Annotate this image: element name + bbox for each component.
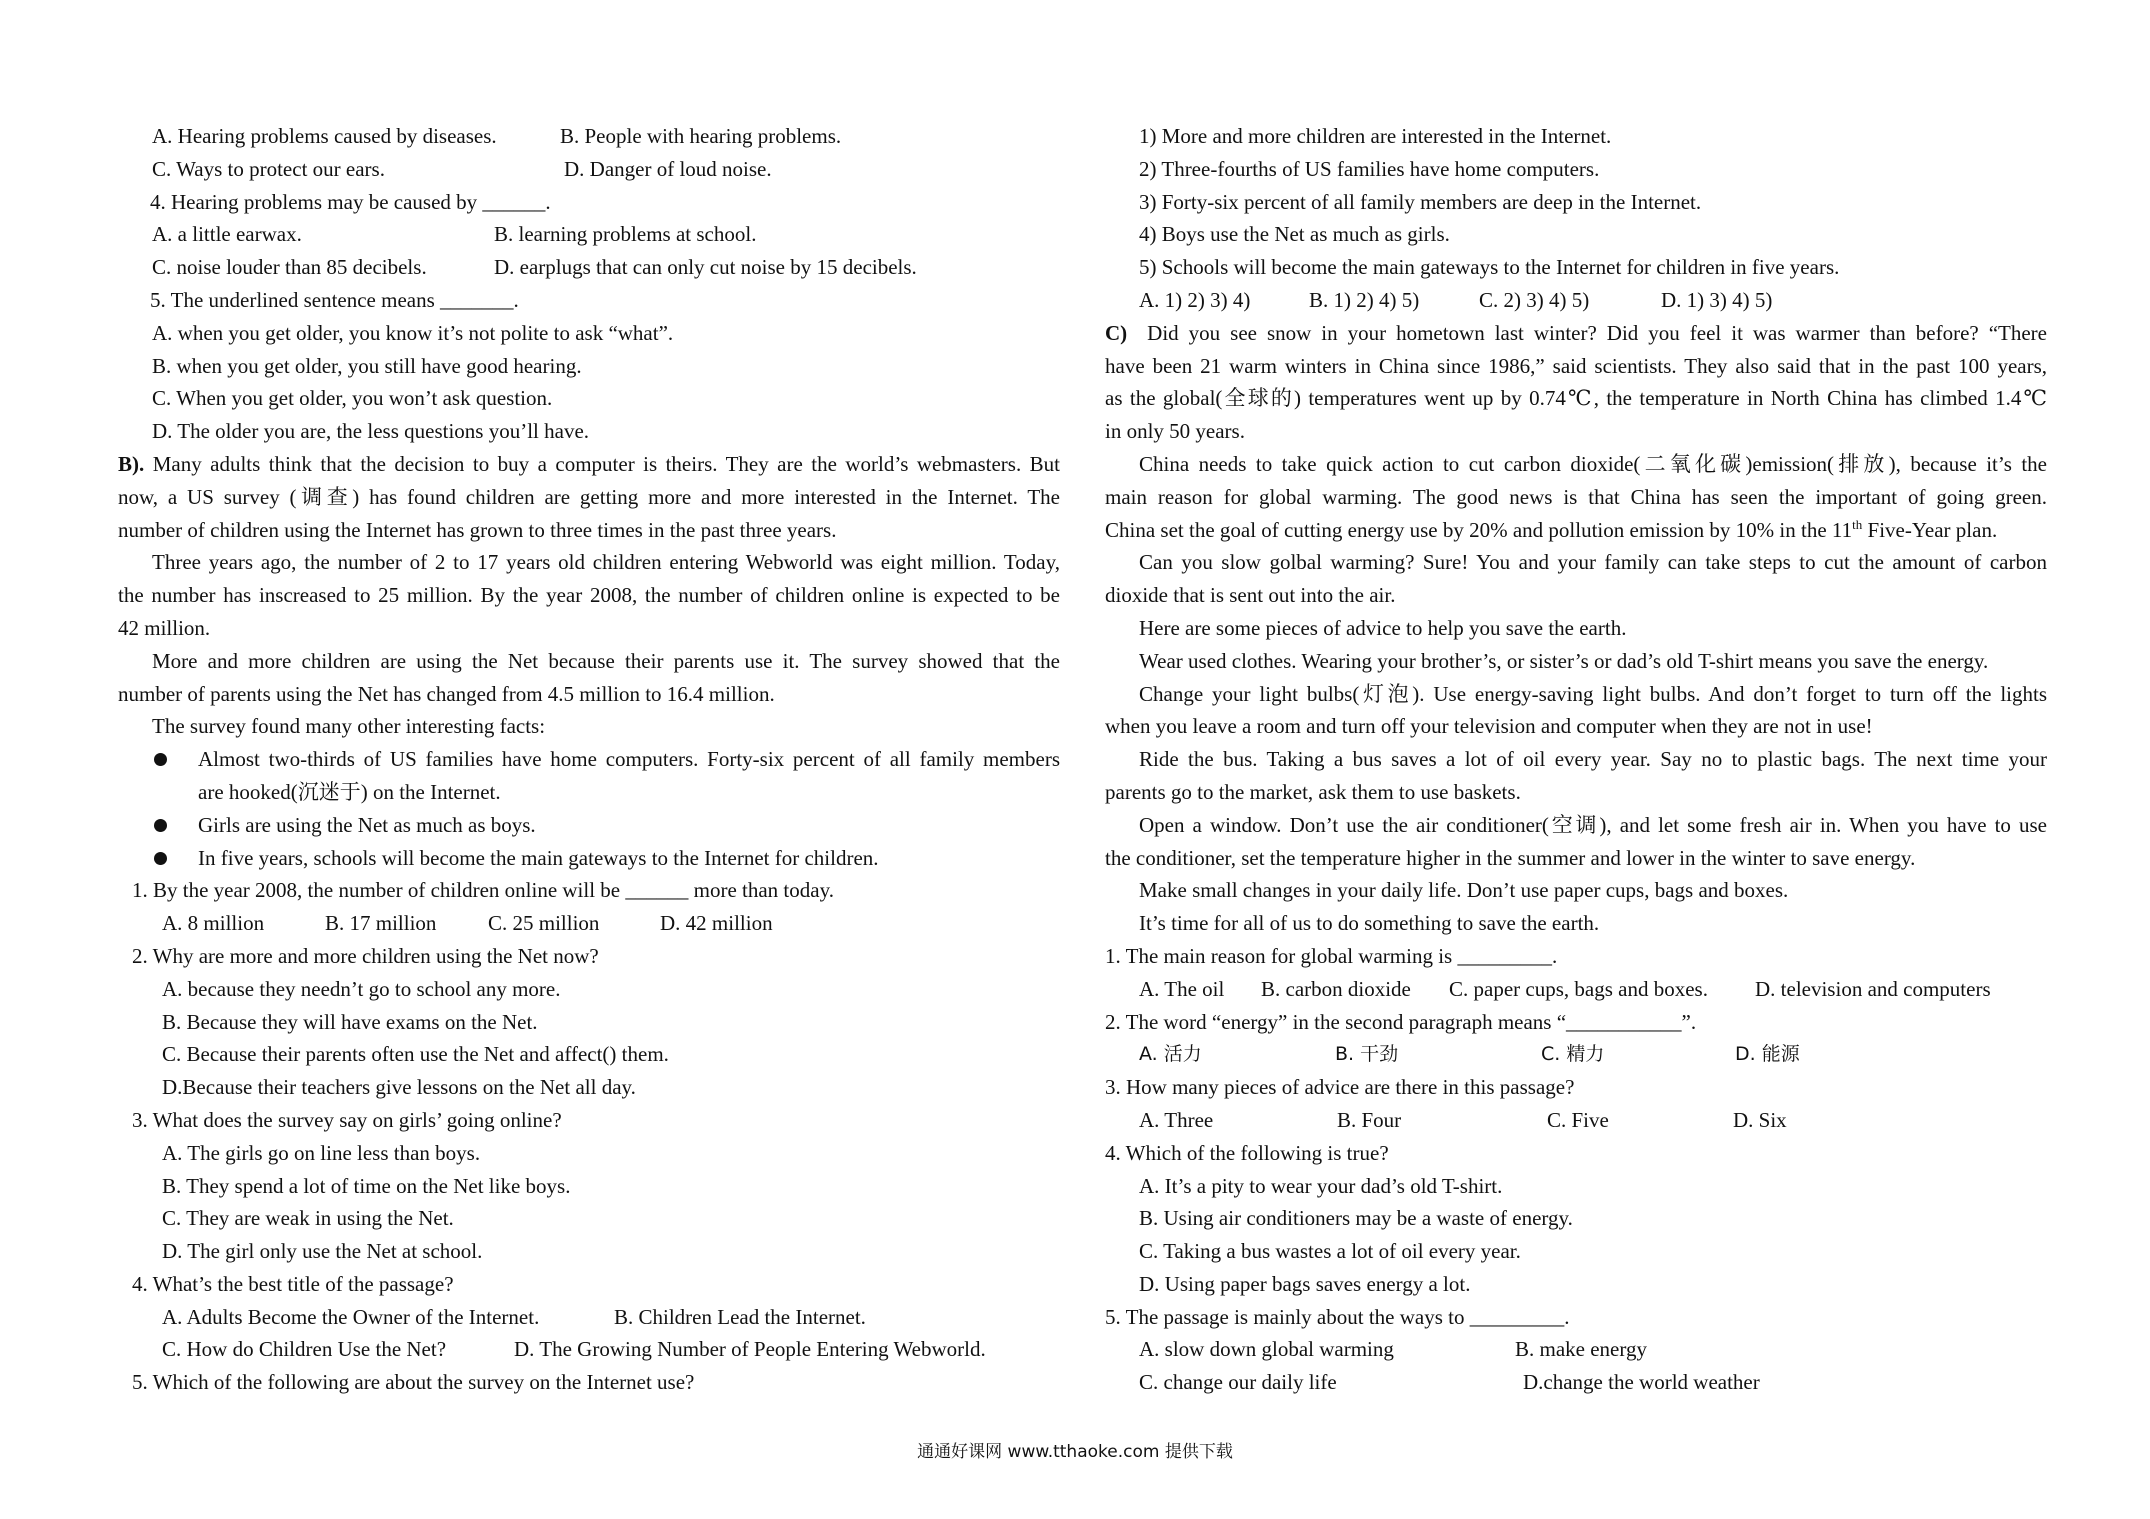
question: 2. The word “energy” in the second paragraph means “___________”. (1105, 1009, 1697, 1034)
bullet-icon (154, 753, 167, 766)
bullet-icon (154, 852, 167, 865)
q4-options-row-1 (118, 218, 1060, 251)
paragraph-line: the conditioner, set the temperature higher in the summer and lower in the winter to save energy. (1105, 845, 1916, 870)
option: C. noise louder than 85 decibels. (152, 255, 427, 280)
option: B. 1) 2) 4) 5) (1309, 287, 1420, 312)
option: A. 1) 2) 3) 4) (1139, 287, 1251, 312)
question: 4. Which of the following is true? (1105, 1140, 1389, 1165)
option: B. People with hearing problems. (560, 124, 842, 148)
option: D. The girl only use the Net at school. (162, 1239, 483, 1264)
option: A. Three (1139, 1107, 1214, 1132)
option: A. a little earwax. (152, 222, 302, 247)
paragraph-line: have been 21 warm winters in China since 1986,” said scientists. They also said that in the past 100 years, (1105, 353, 2047, 378)
paragraph-line: Make small changes in your daily life. Don’t use paper cups, bags and boxes. (1139, 878, 1789, 903)
option: A. 活力 (1139, 1043, 1202, 1066)
paragraph-line: main reason for global warming. The good news is that China has seen the important of going green. (1105, 484, 2047, 509)
question: 5. The passage is mainly about the ways to _________. (1105, 1304, 1570, 1329)
option: D. 1) 3) 4) 5) (1661, 287, 1773, 312)
options-row (1105, 284, 2047, 317)
option: C. 2) 3) 4) 5) (1479, 287, 1590, 312)
paragraph-line: Change your light bulbs(灯泡). Use energy-saving light bulbs. And don’t forget to turn off the lights (1139, 681, 2047, 706)
text: Almost two-thirds of US families have home computers. Forty-six percent of all family members (198, 747, 1060, 772)
paragraph-line: parents go to the market, ask them to use baskets. (1105, 779, 1521, 804)
option: D.change the world weather (1523, 1370, 1760, 1395)
paragraph-line: Here are some pieces of advice to help you save the earth. (1139, 615, 1627, 640)
section-label: B). (118, 451, 145, 476)
options-row (118, 1301, 1060, 1334)
option: A. because they needn’t go to school any more. (162, 976, 561, 1001)
paragraph-line (1105, 514, 2047, 547)
paragraph-line: Ride the bus. Taking a bus saves a lot of oil every year. Say no to plastic bags. The next time your (1139, 747, 2047, 772)
option: D. The Growing Number of People Entering Webworld. (514, 1337, 986, 1362)
paragraph-line: Can you slow golbal warming? Sure! You and your family can take steps to cut the amount of carbon (1139, 550, 2047, 575)
question: 4. Hearing problems may be caused by ______. (150, 189, 551, 214)
option: C. Ways to protect our ears. (152, 156, 385, 181)
list-item: 3) Forty-six percent of all family members are deep in the Internet. (1139, 189, 1702, 214)
option: B. Because they will have exams on the Net. (162, 1009, 538, 1034)
option: A. The girls go on line less than boys. (162, 1140, 481, 1165)
text: In five years, schools will become the main gateways to the Internet for children. (198, 845, 879, 870)
paragraph-line: Three years ago, the number of 2 to 17 years old children entering Webworld was eight million. Today, (152, 550, 1060, 575)
option: D. television and computers (1755, 976, 1991, 1001)
paragraph-line: number of children using the Internet has grown to three times in the past three years. (118, 517, 837, 542)
option: A. Adults Become the Owner of the Internet. (162, 1304, 540, 1329)
text: Girls are using the Net as much as boys. (198, 812, 536, 837)
paragraph-line: now, a US survey (调查) has found children are getting more and more interested in the Internet. The (118, 484, 1060, 509)
bullet-item-cont: are hooked(沉迷于) on the Internet. (198, 779, 501, 804)
text: Many adults think that the decision to buy a computer is theirs. They are the world’s webmasters. But (144, 451, 1060, 476)
q4-options-row-2 (118, 251, 1060, 284)
option: C. When you get older, you won’t ask question. (152, 386, 553, 411)
option: C. Because their parents often use the Net and affect() them. (162, 1042, 669, 1067)
option: C. paper cups, bags and boxes. (1449, 976, 1708, 1001)
bullet-icon (154, 819, 167, 832)
paragraph-line: It’s time for all of us to do something to save the earth. (1139, 911, 1600, 936)
text: Five-Year plan. (1862, 517, 1998, 542)
q3-options-row-1 (118, 120, 1060, 153)
bullet-item (118, 842, 1060, 875)
text: China set the goal of cutting energy use by 20% and pollution emission by 10% in the 11 (1105, 517, 1853, 542)
option: A. The oil (1139, 976, 1225, 1001)
options-row (1105, 1038, 2047, 1071)
option: A. slow down global warming (1139, 1337, 1394, 1362)
option: D. Danger of loud noise. (564, 156, 772, 181)
option: C. 精力 (1541, 1043, 1605, 1066)
paragraph-line: 42 million. (118, 615, 211, 640)
paragraph-line: Open a window. Don’t use the air conditioner(空调), and let some fresh air in. When you have to use (1139, 812, 2047, 837)
question: 5. Which of the following are about the survey on the Internet use? (132, 1370, 695, 1395)
option: B. Using air conditioners may be a waste of energy. (1139, 1206, 1573, 1231)
list-item: 1) More and more children are interested in the Internet. (1139, 124, 1612, 148)
option: D. 能源 (1735, 1043, 1800, 1066)
paragraph-line: More and more children are using the Net because their parents use it. The survey showed that the (152, 648, 1060, 673)
question: 1. By the year 2008, the number of children online will be ______ more than today. (132, 878, 834, 903)
options-row (1105, 1333, 2047, 1366)
option: D. 42 million (660, 911, 773, 936)
option: D.Because their teachers give lessons on the Net all day. (162, 1075, 636, 1100)
options-row (1105, 973, 2047, 1006)
option: A. 8 million (162, 911, 265, 936)
paragraph-line: dioxide that is sent out into the air. (1105, 583, 1396, 608)
option: B. learning problems at school. (494, 222, 757, 247)
option: A. It’s a pity to wear your dad’s old T-shirt. (1139, 1173, 1503, 1198)
question: 2. Why are more and more children using the Net now? (132, 943, 599, 968)
option: D. Using paper bags saves energy a lot. (1139, 1271, 1471, 1296)
paragraph-line: The survey found many other interesting facts: (152, 714, 546, 739)
paragraph-line: number of parents using the Net has changed from 4.5 million to 16.4 million. (118, 681, 775, 706)
list-item: 4) Boys use the Net as much as girls. (1139, 222, 1450, 247)
option: A. Hearing problems caused by diseases. (152, 124, 497, 148)
option: C. They are weak in using the Net. (162, 1206, 454, 1231)
paragraph-line: China needs to take quick action to cut carbon dioxide(二氧化碳)emission(排放), because it’s the (1139, 451, 2047, 476)
option: C. Five (1547, 1107, 1609, 1132)
question: 3. How many pieces of advice are there in this passage? (1105, 1075, 1575, 1100)
option: D. earplugs that can only cut noise by 15 decibels. (494, 255, 917, 280)
option: C. 25 million (488, 911, 600, 936)
list-item: 5) Schools will become the main gateways to the Internet for children in five years. (1139, 255, 1840, 280)
paragraph-line: as the global(全球的) temperatures went up by 0.74℃, the temperature in North China has climbed 1.4℃ (1105, 386, 2047, 411)
option: B. Children Lead the Internet. (614, 1304, 866, 1329)
option: C. Taking a bus wastes a lot of oil every year. (1139, 1239, 1521, 1264)
options-row (118, 907, 1060, 940)
question: 5. The underlined sentence means _______. (150, 287, 519, 312)
option: B. 17 million (325, 911, 437, 936)
options-row (1105, 1104, 2047, 1137)
paragraph-line: when you leave a room and turn off your television and computer when they are not in use! (1105, 714, 1873, 739)
paragraph-line: in only 50 years. (1105, 419, 1245, 444)
page-footer: 通通好课网 www.tthaoke.com 提供下载 (917, 1442, 1233, 1462)
option: B. 干劲 (1335, 1043, 1399, 1066)
question: 1. The main reason for global warming is _________. (1105, 943, 1558, 968)
option: A. when you get older, you know it’s not polite to ask “what”. (152, 320, 674, 345)
list-item: 2) Three-fourths of US families have home computers. (1139, 156, 1600, 181)
option: B. make energy (1515, 1337, 1647, 1362)
paragraph-line (118, 448, 1060, 481)
bullet-item (118, 809, 1060, 842)
superscript: th (1852, 516, 1863, 532)
section-label: C) (1105, 320, 1128, 345)
q3-options-row-2 (118, 153, 1060, 186)
right-column (1105, 120, 2047, 1399)
paragraph-line (1105, 317, 2047, 350)
question: 3. What does the survey say on girls’ going online? (132, 1107, 562, 1132)
option: B. carbon dioxide (1261, 976, 1411, 1001)
options-row (1105, 1366, 2047, 1399)
paragraph-line: Wear used clothes. Wearing your brother’s, or sister’s or dad’s old T-shirt means you save the energy. (1139, 648, 1989, 673)
option: C. change our daily life (1139, 1370, 1337, 1395)
option: C. How do Children Use the Net? (162, 1337, 447, 1362)
paragraph-line: the number has inscreased to 25 million. By the year 2008, the number of children online is expected to be (118, 583, 1060, 608)
options-row (118, 1333, 1060, 1366)
left-column (118, 120, 1060, 1399)
option: B. when you get older, you still have good hearing. (152, 353, 582, 378)
text: Did you see snow in your hometown last winter? Did you feel it was warmer than before? “There (1147, 320, 2047, 345)
option: B. They spend a lot of time on the Net like boys. (162, 1173, 571, 1198)
option: D. The older you are, the less questions you’ll have. (152, 419, 590, 444)
bullet-item (118, 743, 1060, 776)
question: 4. What’s the best title of the passage? (132, 1271, 454, 1296)
option: B. Four (1337, 1107, 1402, 1132)
option: D. Six (1733, 1107, 1787, 1132)
